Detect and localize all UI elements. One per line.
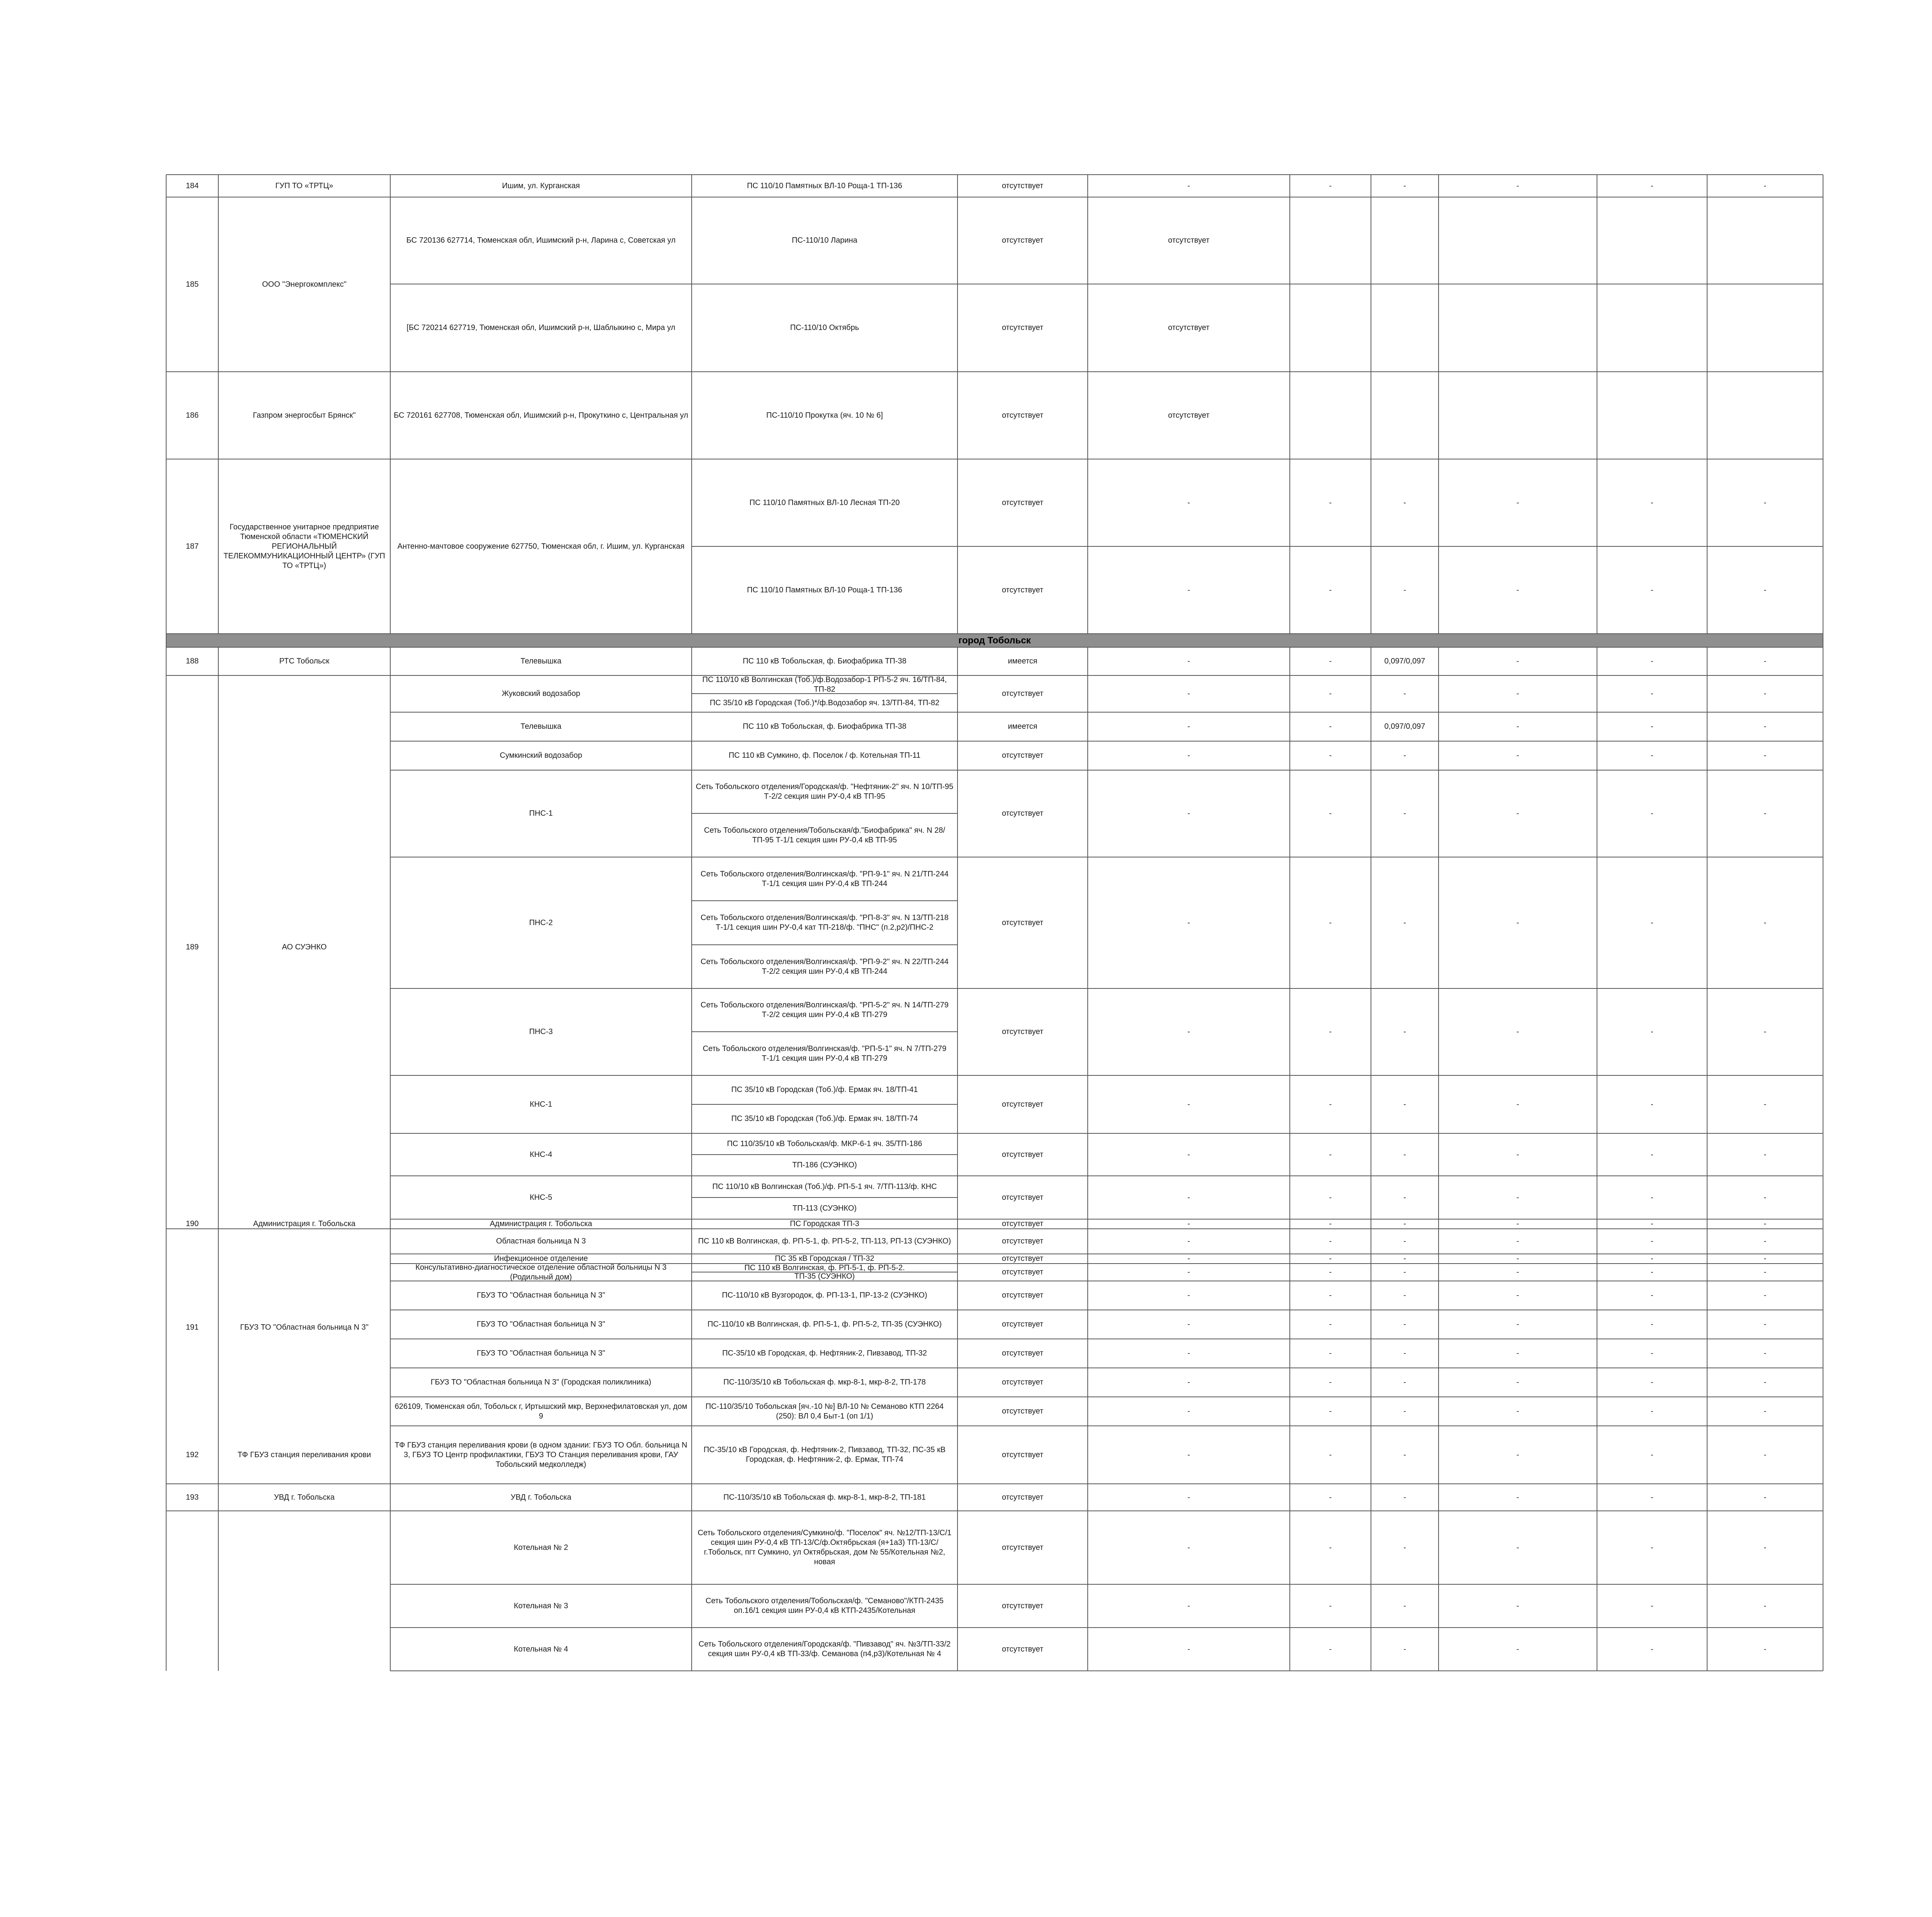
feed-cell: ПС 110/10 Памятных ВЛ-10 Роща-1 ТП-136: [747, 181, 902, 190]
dash-cell: -: [1764, 809, 1767, 818]
dash-cell: -: [1187, 1237, 1190, 1245]
dash-cell: -: [1516, 1150, 1519, 1159]
object-cell: Телевышка: [520, 722, 561, 731]
feed-cell: ПС 110/35/10 кВ Тобольская/ф. МКР-6-1 яч. 35/ТП-186: [727, 1140, 922, 1148]
dash-cell: -: [1764, 1027, 1767, 1036]
feed-cell: Сеть Тобольского отделения/Волгинская/ф. "РП-8-3" яч. N 13/ТП-218 Т-1/1 секция шин РУ-0,4 кат ТП-218/ф. "ПНС" (п.2,р2)/ПНС-2: [701, 913, 949, 932]
dash-cell: -: [1329, 1543, 1332, 1552]
feed-cell: ТП-186 (СУЭНКО): [792, 1161, 857, 1169]
org-cell: Администрация г. Тобольска: [253, 1220, 355, 1228]
feed-cell: ТП-35 (СУЭНКО): [794, 1272, 855, 1281]
dash-cell: -: [1329, 1450, 1332, 1459]
dash-cell: -: [1187, 1543, 1190, 1552]
dgu-cell: отсутствует: [1002, 1493, 1044, 1502]
feed-cell: ПС-110/10 кВ Вузгородок, ф. РП-13-1, ПР-13-2 (СУЭНКО): [722, 1291, 927, 1300]
dash-cell: -: [1651, 918, 1653, 927]
dash-cell: -: [1651, 1320, 1653, 1328]
dash-cell: -: [1329, 1254, 1332, 1263]
dash-cell: -: [1329, 1150, 1332, 1159]
object-cell: ПНС-3: [529, 1027, 553, 1036]
dash-cell: -: [1516, 181, 1519, 190]
feed-cell: ПС 110/10 Памятных ВЛ-10 Лесная ТП-20: [749, 498, 900, 507]
object-cell: Областная больница N 3: [496, 1237, 586, 1245]
dash-cell: -: [1764, 498, 1767, 507]
dash-cell: -: [1764, 1100, 1767, 1109]
dash-cell: -: [1403, 1601, 1406, 1610]
object-cell: ПНС-1: [529, 809, 553, 818]
feed-cell: ПС-110/10 Прокутка (яч. 10 № 6]: [766, 411, 883, 420]
dash-cell: -: [1329, 1027, 1332, 1036]
row-number: 188: [185, 657, 199, 665]
feed-cell: Сеть Тобольского отделения/Тобольская/ф."Биофабрика" яч. N 28/ТП-95 Т-1/1 секция шин РУ-0,4 кВ ТП-95: [704, 826, 946, 844]
feed-cell: ПС 110 кВ Тобольская, ф. Биофабрика ТП-38: [743, 657, 906, 665]
object-cell: 626109, Тюменская обл, Тобольск г, Иртышский мкр, Верхнефилатовская ул, дом 9: [395, 1402, 687, 1420]
org-cell: Государственное унитарное предприятие Тюменской области «ТЮМЕНСКИЙ РЕГИОНАЛЬНЫЙ ТЕЛЕКОММУНИКАЦИОННЫЙ ЦЕНТР» (ГУП ТО «ТРТЦ»): [223, 522, 385, 570]
dash-cell: -: [1516, 1493, 1519, 1502]
dash-cell: -: [1651, 1237, 1653, 1245]
dash-cell: -: [1516, 1220, 1519, 1228]
dgu-cell: отсутствует: [1002, 1220, 1044, 1228]
dash-cell: -: [1329, 585, 1332, 594]
dash-cell: -: [1764, 1601, 1767, 1610]
dgu-cell: отсутствует: [1002, 1320, 1044, 1328]
feed-cell: ПС Городская ТП-3: [790, 1220, 859, 1228]
dash-cell: -: [1329, 918, 1332, 927]
row-number: 191: [185, 1323, 199, 1332]
org-cell: ГБУЗ ТО "Областная больница N 3": [240, 1323, 369, 1332]
dgu-cell: отсутствует: [1002, 1193, 1044, 1202]
section-header: город Тобольск: [958, 635, 1031, 646]
dash-cell: -: [1651, 751, 1653, 760]
dash-cell: -: [1403, 1320, 1406, 1328]
dash-cell: -: [1651, 1493, 1653, 1502]
feed-cell: ПС 110 кВ Сумкино, ф. Поселок / ф. Котельная ТП-11: [728, 751, 921, 760]
object-cell: Консультативно-диагностическое отделение областной больницы N 3 (Родильный дом): [415, 1264, 667, 1281]
feed-cell: Сеть Тобольского отделения/Городская/ф. "Нефтяник-2" яч. N 10/ТП-95 Т-2/2 секция шин РУ-0,4 кВ ТП-95: [696, 782, 954, 801]
dash-cell: -: [1187, 1193, 1190, 1202]
object-cell: Сумкинский водозабор: [500, 751, 582, 760]
dash-cell: -: [1764, 751, 1767, 760]
dash-cell: -: [1764, 1543, 1767, 1552]
dgu-cell: отсутствует: [1002, 1645, 1044, 1653]
dgu-cell: отсутствует: [1002, 585, 1044, 594]
dash-cell: -: [1764, 918, 1767, 927]
dash-cell: -: [1403, 809, 1406, 818]
object-cell: Телевышка: [520, 657, 561, 665]
dgu-cell: отсутствует: [1002, 809, 1044, 818]
dgu-cell: отсутствует: [1002, 323, 1044, 332]
dash-cell: -: [1187, 1450, 1190, 1459]
row-number: 186: [185, 411, 199, 420]
dash-cell: -: [1187, 809, 1190, 818]
dash-cell: -: [1651, 181, 1653, 190]
dash-cell: -: [1329, 498, 1332, 507]
dash-cell: -: [1651, 1220, 1653, 1228]
value-cell: -: [1329, 657, 1332, 665]
dash-cell: -: [1651, 498, 1653, 507]
dash-cell: -: [1403, 1543, 1406, 1552]
dgu-cell: имеется: [1008, 722, 1037, 731]
row-number: 193: [185, 1493, 199, 1502]
dash-cell: -: [1516, 1254, 1519, 1263]
feed-cell: ПС-110/10 кВ Волгинская, ф. РП-5-1, ф. РП-5-2, ТП-35 (СУЭНКО): [707, 1320, 942, 1328]
dash-cell: -: [1764, 1320, 1767, 1328]
dash-cell: -: [1187, 1027, 1190, 1036]
dash-cell: -: [1403, 1645, 1406, 1653]
dash-cell: -: [1516, 809, 1519, 818]
object-cell: КНС-5: [529, 1193, 553, 1202]
object-cell: Жуковский водозабор: [502, 689, 580, 698]
dash-cell: -: [1187, 1407, 1190, 1415]
dash-cell: -: [1403, 1493, 1406, 1502]
dash-cell: -: [1764, 1493, 1767, 1502]
feed-cell: ПС-35/10 кВ Городская, ф. Нефтяник-2, Пивзавод, ТП-32, ПС-35 кВ Городская, ф. Нефтяник-2, ф. Ермак, ТП-74: [703, 1446, 946, 1464]
dash-cell: -: [1403, 1291, 1406, 1300]
dash-cell: -: [1329, 751, 1332, 760]
row-number: 185: [185, 280, 199, 289]
dash-cell: -: [1329, 1493, 1332, 1502]
value-cell: -: [1764, 657, 1767, 665]
dgu-cell: отсутствует: [1002, 1027, 1044, 1036]
dash-cell: -: [1329, 809, 1332, 818]
dash-cell: -: [1403, 1237, 1406, 1245]
feed-cell: ПС 35/10 кВ Городская (Тоб.)/ф. Ермак яч. 18/ТП-41: [731, 1085, 918, 1094]
feed-cell: ПС 110 кВ Тобольская, ф. Биофабрика ТП-38: [743, 722, 906, 731]
dash-cell: -: [1764, 1237, 1767, 1245]
dash-cell: -: [1187, 1291, 1190, 1300]
dash-cell: -: [1651, 1150, 1653, 1159]
feed-cell: Сеть Тобольского отделения/Волгинская/ф. "РП-5-2" яч. N 14/ТП-279 Т-2/2 секция шин РУ-0,4 кВ ТП-279: [701, 1001, 949, 1019]
dash-cell: -: [1516, 918, 1519, 927]
feed-cell: ПС 35 кВ Городская / ТП-32: [775, 1254, 874, 1263]
feed-cell: ПС-110/35/10 кВ Тобольская ф. мкр-8-1, мкр-8-2, ТП-181: [723, 1493, 926, 1502]
value-cell: 0,097/0,097: [1384, 722, 1425, 731]
value-cell: -: [1187, 657, 1190, 665]
object-cell: ГБУЗ ТО "Областная больница N 3" (Городская поликлиника): [430, 1378, 651, 1386]
object-cell: Антенно-мачтовое сооружение 627750, Тюменская обл, г. Ишим, ул. Курганская: [397, 542, 685, 551]
feed-cell: ПС 110 кВ Волгинская, ф. РП-5-1, ф. РП-5-2, ТП-113, РП-13 (СУЭНКО): [698, 1237, 951, 1245]
dash-cell: -: [1651, 1193, 1653, 1202]
dash-cell: -: [1329, 1645, 1332, 1653]
reserve-cell: отсутствует: [1168, 411, 1210, 420]
object-cell: КНС-4: [529, 1150, 553, 1159]
feed-cell: ПС 110/10 кВ Волгинская (Тоб.)/ф. РП-5-1 яч. 7/ТП-113/ф. КНС: [712, 1182, 937, 1191]
feed-cell: ПС-35/10 кВ Городская, ф. Нефтяник-2, Пивзавод, ТП-32: [722, 1349, 927, 1357]
feed-cell: Сеть Тобольского отделения/Волгинская/ф. "РП-9-2" яч. N 22/ТП-244 Т-2/2 секция шин РУ-0,4 кВ ТП-244: [701, 957, 949, 976]
row-number: 190: [185, 1220, 199, 1228]
dash-cell: -: [1187, 1268, 1190, 1276]
feed-cell: Сеть Тобольского отделения/Волгинская/ф. "РП-5-1" яч. N 7/ТП-279 Т-1/1 секция шин РУ-0,4 кВ ТП-279: [702, 1044, 947, 1063]
dash-cell: -: [1403, 1150, 1406, 1159]
dash-cell: -: [1764, 181, 1767, 190]
dash-cell: -: [1651, 1378, 1653, 1386]
dash-cell: -: [1651, 1268, 1653, 1276]
dash-cell: -: [1651, 689, 1653, 698]
feed-cell: ПС-110/35/10 Тобольская [яч.-10 №] ВЛ-10 № Семаново КТП 2264 (250): ВЛ 0,4 Быт-1 (оп 1/1): [705, 1402, 944, 1420]
reserve-cell: отсутствует: [1168, 236, 1210, 245]
dash-cell: -: [1329, 1100, 1332, 1109]
dash-cell: -: [1329, 689, 1332, 698]
feed-cell: ТП-113 (СУЭНКО): [793, 1204, 857, 1213]
feed-cell: ПС 110/10 Памятных ВЛ-10 Роща-1 ТП-136: [747, 585, 902, 594]
row-number: 192: [185, 1450, 199, 1459]
dash-cell: -: [1651, 1254, 1653, 1263]
dash-cell: -: [1516, 1237, 1519, 1245]
dash-cell: -: [1651, 1601, 1653, 1610]
dash-cell: -: [1764, 1193, 1767, 1202]
feed-cell: ПС 110 кВ Волгинская, ф. РП-5-1, ф. РП-5-2.: [744, 1264, 905, 1272]
row-number: 184: [185, 181, 199, 190]
dash-cell: -: [1516, 1543, 1519, 1552]
dash-cell: -: [1329, 1349, 1332, 1357]
dgu-cell: отсутствует: [1002, 918, 1044, 927]
dash-cell: -: [1403, 1349, 1406, 1357]
dash-cell: -: [1329, 181, 1332, 190]
dgu-cell: отсутствует: [1002, 411, 1044, 420]
dash-cell: -: [1764, 1150, 1767, 1159]
object-cell: ПНС-2: [529, 918, 553, 927]
dash-cell: -: [1651, 1645, 1653, 1653]
object-cell: ГБУЗ ТО "Областная больница N 3": [476, 1349, 605, 1357]
dash-cell: -: [1403, 181, 1406, 190]
org-cell: АО СУЭНКО: [282, 943, 327, 951]
dash-cell: -: [1764, 1291, 1767, 1300]
dash-cell: -: [1187, 1645, 1190, 1653]
feed-cell: ПС 110/10 кВ Волгинская (Тоб.)/ф.Водозабор-1 РП-5-2 яч. 16/ТП-84, ТП-82: [702, 675, 947, 694]
object-cell: Инфекционное отделение: [494, 1254, 588, 1263]
dash-cell: -: [1187, 1601, 1190, 1610]
dash-cell: -: [1329, 1378, 1332, 1386]
dash-cell: -: [1651, 809, 1653, 818]
dash-cell: -: [1764, 1268, 1767, 1276]
row-number: 187: [185, 542, 199, 551]
dash-cell: -: [1187, 722, 1190, 731]
dash-cell: -: [1651, 1100, 1653, 1109]
dgu-cell: отсутствует: [1002, 1100, 1044, 1109]
dash-cell: -: [1516, 498, 1519, 507]
dash-cell: -: [1403, 1027, 1406, 1036]
object-cell: Котельная № 3: [514, 1601, 568, 1610]
org-cell: ГУП ТО «ТРТЦ»: [275, 181, 333, 190]
feed-cell: ПС 35/10 кВ Городская (Тоб.)/ф. Ермак яч. 18/ТП-74: [731, 1114, 918, 1123]
dash-cell: -: [1403, 1100, 1406, 1109]
object-cell: Администрация г. Тобольска: [490, 1220, 592, 1228]
dash-cell: -: [1651, 1407, 1653, 1415]
dash-cell: -: [1516, 1601, 1519, 1610]
object-cell: Ишим, ул. Курганская: [502, 181, 580, 190]
dgu-cell: отсутствует: [1002, 1349, 1044, 1357]
dash-cell: -: [1403, 1450, 1406, 1459]
dash-cell: -: [1403, 689, 1406, 698]
dash-cell: -: [1516, 1349, 1519, 1357]
dgu-cell: отсутствует: [1002, 1601, 1044, 1610]
dash-cell: -: [1516, 1027, 1519, 1036]
dash-cell: -: [1516, 751, 1519, 760]
dash-cell: -: [1651, 585, 1653, 594]
dash-cell: -: [1651, 1291, 1653, 1300]
dgu-cell: отсутствует: [1002, 498, 1044, 507]
dash-cell: -: [1187, 498, 1190, 507]
dash-cell: -: [1329, 1320, 1332, 1328]
object-cell: БС 720136 627714, Тюменская обл, Ишимский р-н, Ларина с, Советская ул: [406, 236, 676, 245]
dash-cell: -: [1329, 1407, 1332, 1415]
dash-cell: -: [1764, 722, 1767, 731]
dash-cell: -: [1187, 1320, 1190, 1328]
object-cell: КНС-1: [529, 1100, 553, 1109]
dash-cell: -: [1329, 1193, 1332, 1202]
dash-cell: -: [1516, 1645, 1519, 1653]
value-cell: 0,097/0,097: [1384, 657, 1425, 665]
dash-cell: -: [1187, 1150, 1190, 1159]
dash-cell: -: [1764, 1378, 1767, 1386]
dash-cell: -: [1516, 1268, 1519, 1276]
value-cell: -: [1516, 657, 1519, 665]
dash-cell: -: [1651, 1543, 1653, 1552]
org-cell: Газпром энергосбыт Брянск": [253, 411, 356, 420]
dash-cell: -: [1403, 1193, 1406, 1202]
dash-cell: -: [1187, 585, 1190, 594]
dash-cell: -: [1403, 498, 1406, 507]
org-cell: РТС Тобольск: [279, 657, 330, 665]
dgu-cell: отсутствует: [1002, 1291, 1044, 1300]
dash-cell: -: [1516, 689, 1519, 698]
dgu-cell: отсутствует: [1002, 1254, 1044, 1263]
dash-cell: -: [1651, 722, 1653, 731]
dash-cell: -: [1516, 1378, 1519, 1386]
dash-cell: -: [1516, 1320, 1519, 1328]
dash-cell: -: [1187, 1493, 1190, 1502]
dash-cell: -: [1764, 689, 1767, 698]
dash-cell: -: [1516, 1291, 1519, 1300]
dash-cell: -: [1403, 1407, 1406, 1415]
dgu-cell: отсутствует: [1002, 1543, 1044, 1552]
dash-cell: -: [1516, 1407, 1519, 1415]
value-cell: -: [1651, 657, 1653, 665]
feed-cell: Сеть Тобольского отделения/Городская/ф. "Пивзавод" яч. №3/ТП-33/2 секция шин РУ-0,4 кВ ТП-33/ф. Семанова (п4,р3)/Котельная № 4: [698, 1640, 951, 1658]
org-cell: ТФ ГБУЗ станция переливания крови: [237, 1450, 371, 1459]
dash-cell: -: [1651, 1450, 1653, 1459]
dash-cell: -: [1764, 1407, 1767, 1415]
feed-cell: ПС 35/10 кВ Городская (Тоб.)*/ф.Водозабор яч. 13/ТП-84, ТП-82: [709, 698, 940, 707]
dgu-cell: имеется: [1008, 657, 1037, 665]
dash-cell: -: [1764, 585, 1767, 594]
dash-cell: -: [1329, 1601, 1332, 1610]
dash-cell: -: [1516, 585, 1519, 594]
feed-cell: Сеть Тобольского отделения/Волгинская/ф. "РП-9-1" яч. N 21/ТП-244 Т-1/1 секция шин РУ-0,4 кВ ТП-244: [701, 869, 949, 888]
dash-cell: -: [1516, 1193, 1519, 1202]
dash-cell: -: [1187, 918, 1190, 927]
dash-cell: -: [1764, 1450, 1767, 1459]
object-cell: Котельная № 4: [514, 1645, 568, 1653]
dash-cell: -: [1403, 585, 1406, 594]
feed-cell: ПС-110/35/10 кВ Тобольская ф. мкр-8-1, мкр-8-2, ТП-178: [723, 1378, 926, 1386]
dash-cell: -: [1329, 1268, 1332, 1276]
dash-cell: -: [1187, 689, 1190, 698]
dgu-cell: отсутствует: [1002, 1450, 1044, 1459]
object-cell: ТФ ГБУЗ станция переливания крови (в одном здании: ГБУЗ ТО Обл. больница N 3, ГБУЗ ТО Центр профилактики, ГБУЗ ТО Станция переливания крови, ГАУ Тобольский медколледж): [395, 1441, 687, 1469]
object-cell: ГБУЗ ТО "Областная больница N 3": [476, 1291, 605, 1300]
dgu-cell: отсутствует: [1002, 236, 1044, 245]
dgu-cell: отсутствует: [1002, 751, 1044, 760]
dgu-cell: отсутствует: [1002, 689, 1044, 698]
dgu-cell: отсутствует: [1002, 181, 1044, 190]
object-cell: Котельная № 2: [514, 1543, 568, 1552]
dash-cell: -: [1516, 722, 1519, 731]
dash-cell: -: [1403, 751, 1406, 760]
dash-cell: -: [1764, 1645, 1767, 1653]
dgu-cell: отсутствует: [1002, 1407, 1044, 1415]
feed-cell: Сеть Тобольского отделения/Тобольская/ф. "Семаново"/КТП-2435 оп.16/1 секция шин РУ-0,4 кВ КТП-2435/Котельная: [706, 1597, 944, 1615]
dgu-cell: отсутствует: [1002, 1150, 1044, 1159]
dash-cell: -: [1329, 1237, 1332, 1245]
dash-cell: -: [1651, 1349, 1653, 1357]
feed-cell: ПС-110/10 Ларина: [792, 236, 857, 245]
dash-cell: -: [1187, 1349, 1190, 1357]
dash-cell: -: [1764, 1349, 1767, 1357]
org-cell: УВД г. Тобольска: [274, 1493, 335, 1502]
dash-cell: -: [1403, 918, 1406, 927]
dash-cell: -: [1187, 1378, 1190, 1386]
dgu-cell: отсутствует: [1002, 1237, 1044, 1245]
dash-cell: -: [1329, 722, 1332, 731]
dash-cell: -: [1187, 1254, 1190, 1263]
dash-cell: -: [1329, 1220, 1332, 1228]
dash-cell: -: [1651, 1027, 1653, 1036]
feed-cell: Сеть Тобольского отделения/Сумкино/ф. "Поселок" яч. №12/ТП-13/С/1 секция шин РУ-0,4 кВ ТП-13/С/ф.Октябрьская (я+1а3) ТП-13/С/г.Тобольск, пгт Сумкино, ул Октябрьская, дом № 55/Котельная №2, новая: [697, 1529, 952, 1566]
dash-cell: -: [1764, 1220, 1767, 1228]
dash-cell: -: [1403, 1220, 1406, 1228]
object-cell: ГБУЗ ТО "Областная больница N 3": [476, 1320, 605, 1328]
object-cell: УВД г. Тобольска: [510, 1493, 571, 1502]
dash-cell: -: [1187, 1100, 1190, 1109]
org-cell: ООО "Энергокомплекс": [262, 280, 347, 289]
dash-cell: -: [1329, 1291, 1332, 1300]
dgu-cell: отсутствует: [1002, 1268, 1044, 1276]
reserve-cell: отсутствует: [1168, 323, 1210, 332]
dash-cell: -: [1403, 1268, 1406, 1276]
dash-cell: -: [1403, 1378, 1406, 1386]
feed-cell: ПС-110/10 Октябрь: [790, 323, 859, 332]
dash-cell: -: [1187, 751, 1190, 760]
dash-cell: -: [1187, 181, 1190, 190]
dgu-cell: отсутствует: [1002, 1378, 1044, 1386]
dash-cell: -: [1516, 1100, 1519, 1109]
row-number: 189: [185, 943, 199, 951]
dash-cell: -: [1764, 1254, 1767, 1263]
dash-cell: -: [1516, 1450, 1519, 1459]
dash-cell: -: [1187, 1220, 1190, 1228]
object-cell: [БС 720214 627719, Тюменская обл, Ишимский р-н, Шаблыкино с, Мира ул: [406, 323, 675, 332]
object-cell: БС 720161 627708, Тюменская обл, Ишимский р-н, Прокуткино с, Центральная ул: [394, 411, 688, 420]
dash-cell: -: [1403, 1254, 1406, 1263]
